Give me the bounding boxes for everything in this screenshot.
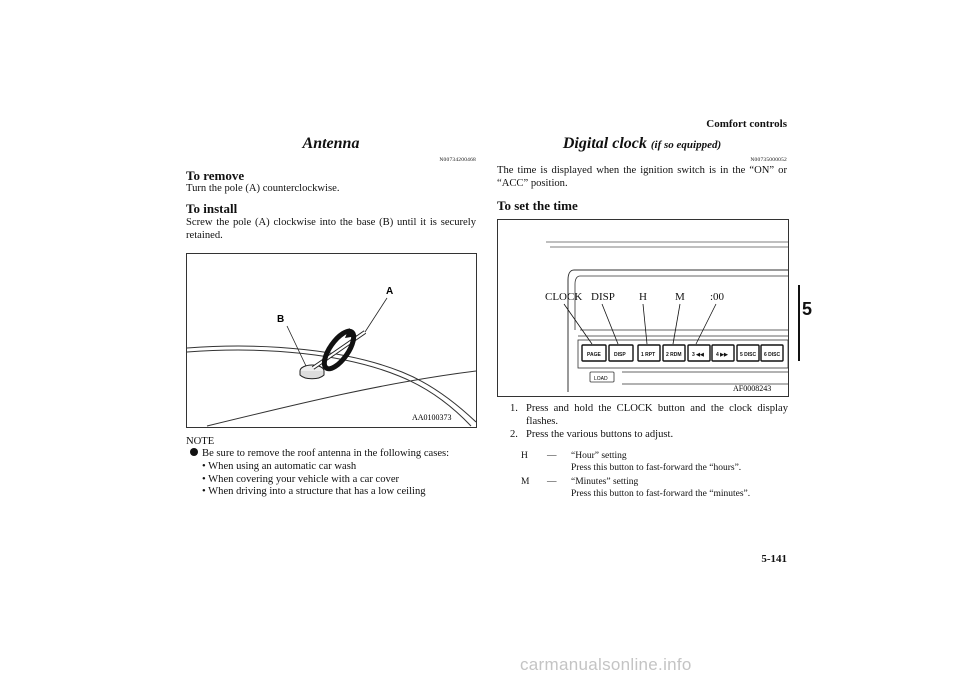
page-number: 5-141 xyxy=(761,553,787,565)
button-3-rew: 3 ◀◀ xyxy=(692,352,704,358)
clock-figure-code: AF0008243 xyxy=(733,384,772,393)
legend-desc: Press this button to fast-forward the “minutes”. xyxy=(571,488,751,499)
note-item: • When driving into a structure that has a low ceiling xyxy=(202,486,426,498)
chapter-tab xyxy=(798,285,815,361)
note-bullet xyxy=(190,448,480,461)
chapter-number: 5 xyxy=(802,299,813,319)
callout-disp: DISP xyxy=(591,291,615,303)
note-bullet-text: Be sure to remove the roof antenna in the following cases: xyxy=(202,448,450,459)
button-load: LOAD xyxy=(594,376,608,382)
step-number: 1. xyxy=(510,403,518,414)
legend-key: H xyxy=(521,451,528,461)
clock-title-line xyxy=(497,135,787,153)
clock-intro: The time is displayed when the ignition switch is in the “ON” or “ACC” position. xyxy=(497,165,787,189)
remove-text: Turn the pole (A) counterclockwise. xyxy=(186,183,340,194)
legend-name: “Hour” setting xyxy=(571,451,627,461)
set-time-heading: To set the time xyxy=(497,198,578,213)
antenna-code: N00734200468 xyxy=(439,157,476,163)
legend-dash: — xyxy=(547,451,557,461)
label-b: B xyxy=(277,314,285,325)
note-item: • When using an automatic car wash xyxy=(202,461,357,472)
callout-m: M xyxy=(675,291,685,303)
callout-00: :00 xyxy=(710,291,725,303)
step-text: Press and hold the CLOCK button and the clock display flashes. xyxy=(526,403,788,427)
note-list xyxy=(202,461,482,499)
callout-h: H xyxy=(639,291,647,303)
step-number: 2. xyxy=(510,429,518,440)
legend-m xyxy=(521,477,787,500)
button-2-rdm: 2 RDM xyxy=(666,352,682,358)
watermark: carmanualsonline.info xyxy=(520,655,692,674)
step-text: Press the various buttons to adjust. xyxy=(526,429,674,440)
clock-subtitle: (if so equipped) xyxy=(650,139,722,151)
antenna-figure xyxy=(186,253,477,428)
button-5-disc: 5 DISC xyxy=(740,352,757,358)
note-title: NOTE xyxy=(186,436,215,447)
chapter-tab-rule xyxy=(798,285,800,361)
button-page: PAGE xyxy=(587,352,601,358)
radio-panel-illustration xyxy=(498,220,788,396)
antenna-figure-code: AA0100373 xyxy=(412,413,452,422)
bullet-dot-icon xyxy=(190,448,198,456)
legend-dash: — xyxy=(547,477,557,487)
note-item: • When covering your vehicle with a car cover xyxy=(202,473,400,485)
button-6-disc: 6 DISC xyxy=(764,352,781,358)
clock-figure xyxy=(497,219,789,397)
label-a: A xyxy=(386,286,394,297)
remove-heading: To remove xyxy=(186,168,245,183)
step-1 xyxy=(510,403,788,428)
callout-clock: CLOCK xyxy=(545,291,583,303)
legend-name: “Minutes” setting xyxy=(571,477,639,487)
step-2 xyxy=(510,429,788,442)
install-heading: To install xyxy=(186,201,238,216)
button-1-rpt: 1 RPT xyxy=(641,352,656,358)
clock-code: N00735000052 xyxy=(750,157,787,163)
button-4-ff: 4 ▶▶ xyxy=(716,352,728,358)
legend-h xyxy=(521,451,787,474)
antenna-title: Antenna xyxy=(302,135,360,152)
running-header: Comfort controls xyxy=(706,118,787,130)
antenna-illustration xyxy=(187,254,476,427)
install-text: Screw the pole (A) clockwise into the base (B) until it is securely retained. xyxy=(186,217,476,241)
legend-desc: Press this button to fast-forward the “hours”. xyxy=(571,462,742,473)
clock-title: Digital clock xyxy=(562,135,647,152)
button-disp: DISP xyxy=(614,352,626,358)
legend-key: M xyxy=(521,477,530,487)
